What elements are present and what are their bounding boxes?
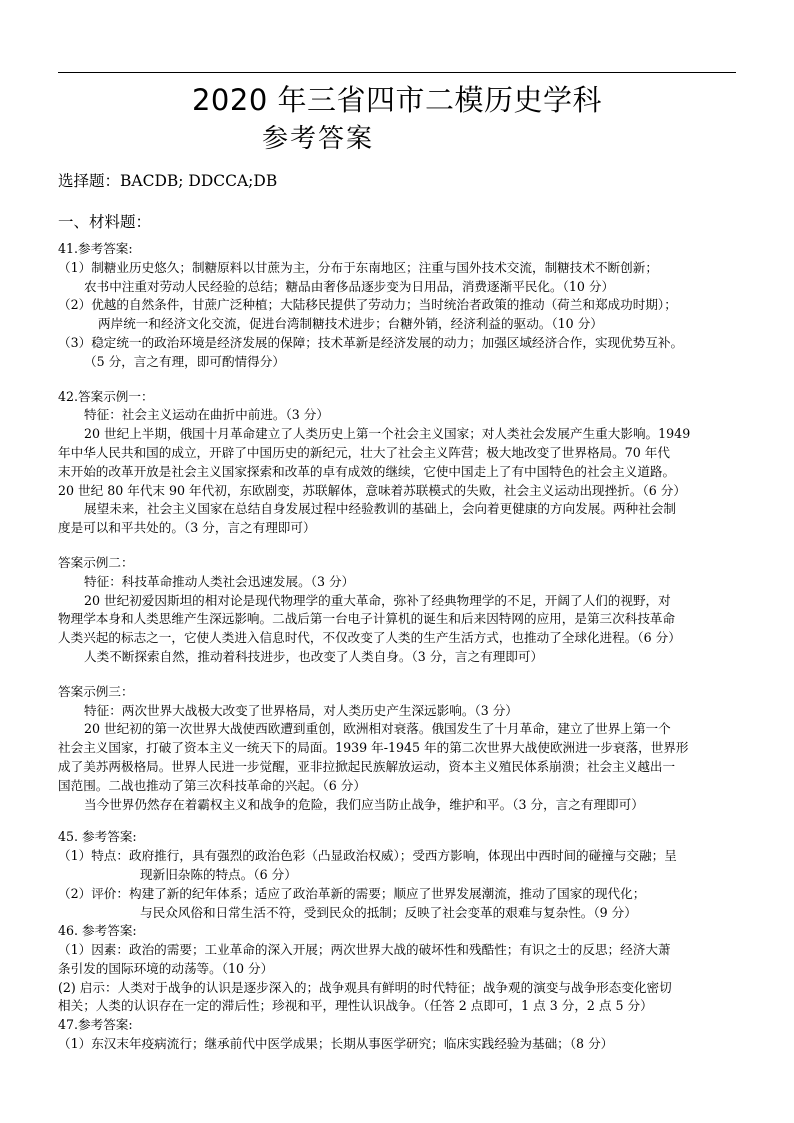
q42-line: 特征：两次世界大战极大改变了世界格局，对人类历史产生深远影响。（3 分） — [84, 702, 518, 718]
q46-line: (2) 启示：人类对于战争的认识是逐步深入的；战争观具有鲜明的时代特征；战争观的演变与战争形态变化密切 — [58, 979, 672, 995]
q45-line: 现新旧杂陈的特点。（6 分） — [140, 866, 297, 882]
q41-line: 农书中注重对劳动人民经验的总结；糖品由奢侈品逐步变为日用品，消费逐渐平民化。（10 分） — [84, 278, 615, 294]
spacer — [58, 667, 740, 683]
q42-line: 20 世纪初的第一次世界大战使西欧遭到重创，欧洲相对衰落。俄国发生了十月革命，建立了世界上第一个 — [84, 721, 671, 737]
q45-line: （2）评价：构建了新的纪年体系；适应了政治革新的需要；顺应了世界发展潮流，推动了国家的现代化； — [58, 885, 646, 901]
page-subtitle: 参考答案 — [262, 124, 375, 154]
q46-line: 相关；人类的认识存在一定的滞后性；珍视和平，理性认识战争。（任答 2 点即可，1 点 3 分，2 点 5 分） — [58, 998, 653, 1014]
q45-line: （1）特点：政府推行，具有强烈的政治色彩（凸显政治权威）；受西方影响，体现出中西时间的碰撞与交融；呈 — [58, 848, 677, 864]
q46-line: （1）因素：政治的需要；工业革命的深入开展；两次世界大战的破坏性和残酷性；有识之士的反思；经济大萧 — [58, 942, 671, 958]
q45-line: 与民众风俗和日常生活不符，受到民众的抵制；反映了社会变革的艰难与复杂性。（9 分） — [140, 904, 637, 920]
spacer — [58, 372, 740, 388]
q42-line: 特征：社会主义运动在曲折中前进。（3 分） — [84, 407, 329, 423]
q42-example2-heading: 答案示例二： — [58, 554, 134, 570]
q42-line: 当今世界仍然存在着霸权主义和战争的危险，我们应当防止战争，维护和平。（3 分，言之有理即可） — [84, 796, 644, 812]
q42-line: 末开始的改革开放是社会主义国家探索和改革的卓有成效的继续，它使中国走上了有中国特色的社会主义道路。 — [58, 463, 676, 479]
q47-line: （1）东汉末年疫病流行；继承前代中医学成果；长期从事医学研究；临床实践经验为基础；（8 分） — [58, 1036, 614, 1052]
q42-line: 特征：科技革命推动人类社会迅速发展。（3 分） — [84, 573, 355, 589]
q42-line: 年中华人民共和国的成立，开辟了中国历史的新纪元，壮大了社会主义阵营；极大地改变了世界格局。70 年代 — [58, 444, 670, 460]
q42-line: 人类不断探索自然，推动着科技进步，也改变了人类自身。（3 分，言之有理即可） — [84, 648, 544, 664]
q46-heading: 46. 参考答案: — [58, 923, 137, 939]
answer-body — [58, 240, 740, 1054]
q47-heading: 47.参考答案: — [58, 1017, 133, 1033]
q42-line: 展望未来，社会主义国家在总结自身发展过程中经验教训的基础上，会向着更健康的方向发展。两种社会制 — [84, 501, 676, 517]
section-heading: 一、材料题： — [58, 213, 152, 231]
q42-example3-heading: 答案示例三： — [58, 683, 134, 699]
page-title: 2020 年三省四市二模历史学科 — [191, 83, 603, 117]
q42-line: 成了美苏两极格局。世界人民进一步觉醒，亚非拉掀起民族解放运动，资本主义殖民体系崩溃；社会主义越出一 — [58, 758, 676, 774]
q41-line: （1）制糖业历史悠久；制糖原料以甘蔗为主，分布于东南地区；注重与国外技术交流，制糖技术不断创新； — [58, 259, 658, 275]
choice-answers: 选择题：BACDB; DDCCA;DB — [58, 172, 278, 190]
q45-heading: 45. 参考答案: — [58, 829, 137, 845]
q42-line: 人类兴起的标志之一，它使人类进入信息时代，不仅改变了人类的生产生活方式，也推动了全球化进程。（6 分） — [58, 630, 681, 646]
top-rule — [58, 72, 736, 73]
q42-line: 20 世纪 80 年代末 90 年代初，东欧剧变，苏联解体，意味着苏联模式的失败，社会主义运动出现挫折。（6 分） — [58, 482, 686, 498]
q41-heading: 41.参考答案: — [58, 241, 133, 256]
q41-line: （2）优越的自然条件，甘蔗广泛种植；大陆移民提供了劳动力；当时统治者政策的推动（荷兰和郑成功时期）； — [58, 297, 677, 313]
spacer — [58, 538, 740, 554]
q46-line: 条引发的国际环境的动荡等。（10 分） — [58, 960, 274, 976]
spacer — [58, 814, 740, 828]
q42-heading: 42.答案示例一： — [58, 388, 154, 404]
q42-line: 度是可以和平共处的。（3 分，言之有理即可） — [58, 520, 316, 536]
q42-line: 20 世纪上半期，俄国十月革命建立了人类历史上第一个社会主义国家；对人类社会发展产生重大影响。1949 — [84, 426, 691, 442]
q42-line: 物理学本身和人类思维产生深远影响。二战后第一台电子计算机的诞生和后来因特网的应用，是第三次科技革命 — [58, 611, 676, 627]
q42-line: 20 世纪初爱因斯坦的相对论是现代物理学的重大革命，弥补了经典物理学的不足，开阔了人们的视野，对 — [84, 592, 671, 608]
q41-line: 两岸统一和经济文化交流，促进台湾制糖技术进步；台糖外销，经济利益的驱动。（10 分） — [98, 316, 603, 332]
q42-line: 社会主义国家，打破了资本主义一统天下的局面。1939 年-1945 年的第二次世界大战使欧洲进一步衰落，世界形 — [58, 740, 689, 756]
q41-line: （5 分，言之有理，即可酌情得分） — [84, 353, 285, 369]
q42-line: 国范围。二战也推动了第三次科技革命的兴起。（6 分） — [58, 777, 366, 793]
q41-line: （3）稳定统一的政治环境是经济发展的保障；技术革新是经济发展的动力；加强区域经济合作，实现优势互补。 — [58, 334, 684, 350]
